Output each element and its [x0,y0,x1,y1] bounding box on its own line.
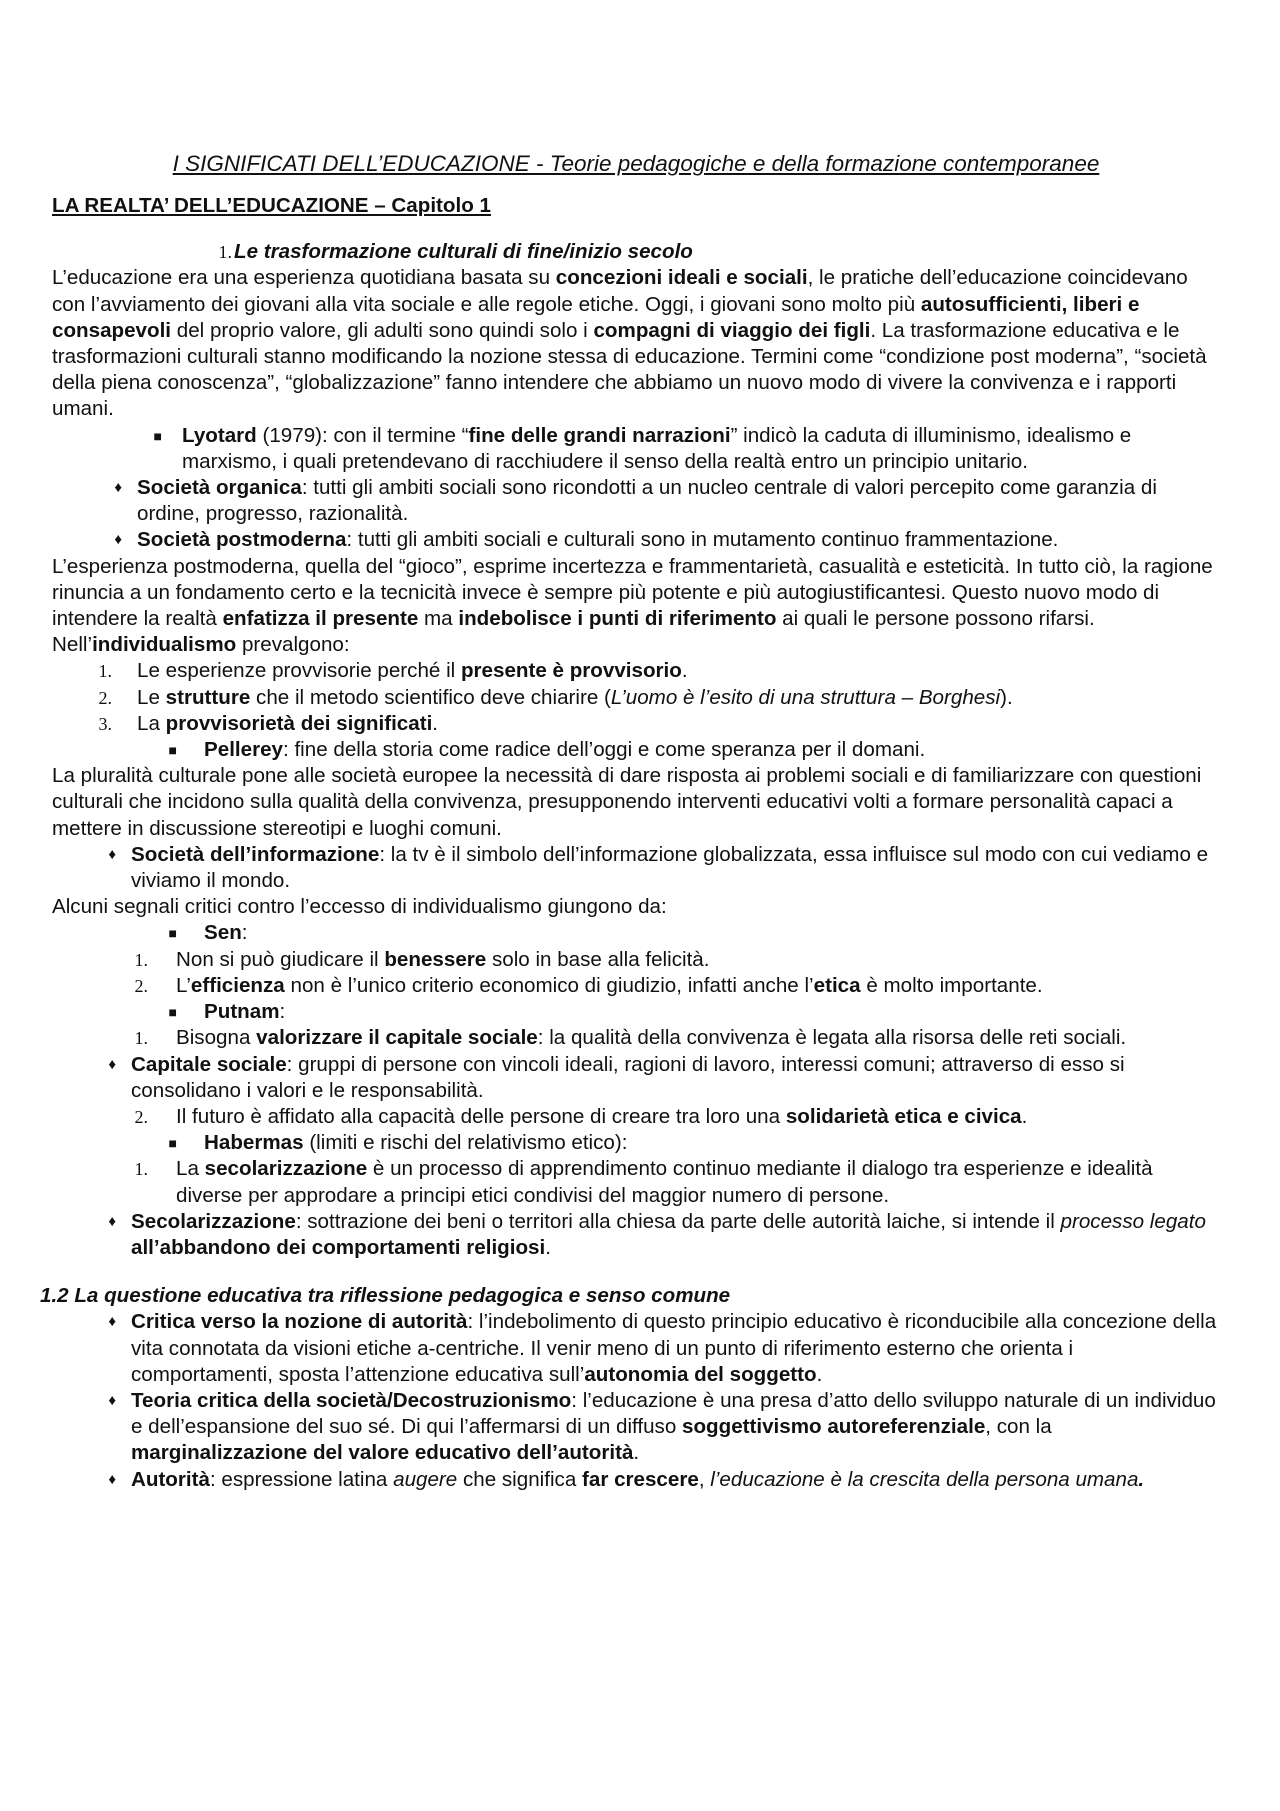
bold-text: presente è provvisorio [460,659,682,683]
text-run: La [137,711,166,735]
section-heading [52,239,1220,265]
bold-text: Habermas [204,1131,304,1155]
bold-text: Critica verso la nozione di autorità [131,1310,468,1334]
section-heading [40,1283,1220,1309]
bold-text: Società organica [137,476,302,500]
text-run: : espressione latina [209,1467,394,1491]
bold-text: autonomia del soggetto [584,1362,817,1386]
list-item-text [204,1131,627,1154]
list-item [52,947,1220,973]
list-number: 2. [98,687,112,708]
text-run: Le [137,685,166,709]
text-run: . [816,1362,823,1386]
text-run: non è l’unico criterio economico di giudizio, infatti anche l’ [284,973,814,997]
list-number: 1. [134,1028,148,1049]
italic-text: augere [393,1467,458,1491]
text-run: : tutti gli ambiti sociali sono ricondotti a un nucleo centrale di valori percepito come garanzia di ordine, progresso, razionalità. [137,476,1157,526]
list-item [52,1209,1220,1261]
list-item [52,1025,1220,1051]
list-item [52,842,1220,894]
square-bullet-icon: ■ [168,1135,177,1152]
text-run: ). [1000,685,1013,709]
text-run: Le esperienze provvisorie perché il [137,659,461,683]
list-item-text [234,240,693,263]
list-item-text [137,659,688,682]
text-run: prevalgono: [236,633,350,657]
italic-text: L’uomo è l’esito di una struttura – Borghesi [610,685,1001,709]
bold-text: Teoria critica della società/Decostruzionismo [131,1388,572,1412]
list-item [52,1309,1220,1388]
diamond-bullet-icon: ♦ [108,1055,116,1073]
text-run: solo in base alla felicità. [486,947,710,971]
text-run: : sottrazione dei beni o territori alla chiesa da parte delle autorità laiche, si intende il [295,1209,1061,1233]
text-run: ai quali le persone possono rifarsi. Nell’ [52,607,1095,657]
text-run: ma [418,607,459,631]
list-number: 1. [134,1159,148,1180]
list-item-text [131,1389,1216,1464]
list-item [52,475,1220,527]
list-item-text [204,738,925,761]
text-run: : gruppi di persone con vincoli ideali, ragioni di lavoro, interessi comuni; attraverso di esso si consolidano i valori e le responsabilità. [131,1052,1125,1102]
list-item [52,1156,1220,1208]
bold-text: indebolisce i punti di riferimento [458,607,777,631]
list-item-text [176,1105,1027,1128]
text-run: . [545,1235,551,1259]
list-item-text [131,1310,1216,1385]
list-item [52,1052,1220,1104]
list-item-text [131,1053,1125,1102]
text-run: . [432,711,439,735]
text-run: La pluralità culturale pone alle società europee la necessità di dare risposta ai problemi sociali e di familiarizzare con questioni culturali che incidono sulla qualità della convivenza, presupponendo interventi educativi volti a formare personalità capaci a mettere in discussione stereotipi e luoghi comuni. [52,764,1202,840]
list-item-text [131,843,1208,892]
list-item [52,658,1220,684]
text-run: : la tv è il simbolo dell’informazione globalizzata, essa influisce sul modo con cui vediamo e viviamo il mondo. [131,842,1209,893]
list-number: 1. [134,949,148,970]
bold-italic-text: . [1138,1467,1145,1491]
list-item [52,1104,1220,1130]
bold-text: Società postmoderna [137,528,347,552]
text-run: : [241,921,248,945]
bold-text: compagni di viaggio dei figli [593,318,871,342]
bold-text: Sen [204,921,242,945]
bold-text: autosufficienti, liberi e consapevoli [52,292,1140,342]
italic-text: l’educazione è la crescita della persona umana [710,1467,1139,1491]
document-body [40,239,1220,1493]
diamond-bullet-icon: ♦ [108,1313,116,1331]
bold-text: Secolarizzazione [131,1209,296,1233]
list-item-text [137,686,1013,709]
bold-text: marginalizzazione del valore educativo dell’autorità [131,1441,634,1465]
bold-text: secolarizzazione [204,1157,368,1181]
bold-text: enfatizza il presente [222,607,419,631]
square-bullet-icon: ■ [168,925,177,942]
bold-text: efficienza [190,973,285,997]
text-run: L’ [176,973,191,997]
list-item [52,685,1220,711]
list-item-text [176,974,1043,997]
list-item [52,999,1220,1025]
paragraph [52,554,1220,659]
text-run: : l’indebolimento di questo principio educativo è riconducibile alla concezione della vita connotata da visioni etiche a-centriche. Il venir meno di un punto di riferimento esterno che orienta i comportamenti, sposta l’attenzione educativa sull’ [131,1310,1217,1386]
list-item-text [176,1026,1126,1049]
text-run: Bisogna [176,1026,257,1050]
bold-text: Lyotard [182,423,257,447]
square-bullet-icon: ■ [168,1004,177,1021]
text-run: La [176,1157,205,1181]
bold-italic-text: Le trasformazione culturali di fine/inizio secolo [234,240,693,264]
text-run: , [698,1467,711,1491]
list-number: 1. [98,661,112,682]
bold-text: Capitale sociale [131,1052,287,1076]
paragraph [52,763,1220,842]
bold-text: Società dell’informazione [131,842,380,866]
bold-text: Pellerey [204,738,284,762]
text-run: (1979): con il termine “ [256,423,469,447]
bold-text: solidarietà etica e civica [785,1104,1022,1128]
text-run: ” indicò la caduta di illuminismo, idealismo e marxismo, i quali pretendevano di racchiudere il senso della realtà entro un principio unitario. [182,423,1132,473]
diamond-bullet-icon: ♦ [108,1212,116,1230]
text-run: : tutti gli ambiti sociali e culturali sono in mutamento continuo frammentazione. [346,528,1059,552]
text-run: : fine della storia come radice dell’oggi e come speranza per il domani. [283,738,926,762]
list-item-text [131,1210,1206,1259]
bold-text: strutture [165,685,251,709]
text-run: del proprio valore, gli adulti sono quindi solo i [171,318,594,342]
list-item [52,973,1220,999]
list-number: 1. [218,242,232,263]
document-title: I SIGNIFICATI DELL’EDUCAZIONE - Teorie pedagogiche e della formazione contemporanee [172,151,1100,176]
text-run: . La trasformazione educativa e le trasformazioni culturali stanno modificando la nozione stessa di educazione. Termini come “condizione post moderna”, “società della piena conoscenza”, “globalizzazione” fanno intendere che abbiamo un nuovo modo di vivere la convivenza e i rapporti umani. [52,318,1207,421]
text-run: che significa [457,1467,583,1491]
italic-text: processo legato [1060,1209,1206,1233]
list-item-text [137,528,1058,551]
list-item [52,920,1220,946]
list-item [52,1467,1220,1493]
text-run: Alcuni segnali critici contro l’eccesso di individualismo giungono da: [52,895,667,919]
text-run: Il futuro è affidato alla capacità delle persone di creare tra loro una [176,1104,786,1128]
text-run: (limiti e rischi del relativismo etico): [303,1131,628,1155]
list-item [52,737,1220,763]
list-item-text [204,921,248,944]
list-item-text [137,712,438,735]
text-run: , le pratiche dell’educazione coincidevano con l’avviamento dei giovani alla vita sociale e alle regole etiche. Oggi, i giovani sono molto più [52,266,1188,316]
square-bullet-icon: ■ [168,742,177,759]
text-run: che il metodo scientifico deve chiarire ( [250,685,611,709]
text-run: è molto importante. [860,973,1043,997]
bold-italic-text: 1.2 La questione educativa tra riflessione pedagogica e senso comune [40,1284,731,1308]
paragraph [52,265,1220,422]
list-item-text [176,948,709,971]
text-run: Non si può giudicare il [176,947,385,971]
bold-text: soggettivismo autoreferenziale [682,1415,986,1439]
list-number: 3. [98,713,112,734]
list-item [52,423,1220,475]
text-run: . [681,659,688,683]
bold-text: individualismo [92,633,237,657]
list-item-text [137,476,1157,525]
diamond-bullet-icon: ♦ [114,479,122,497]
text-run: L’esperienza postmoderna, quella del “gioco”, esprime incertezza e frammentarietà, casualità e esteticità. In tutto ciò, la ragione rinuncia a un fondamento certo e la tecnicità invece è sempre più potente e più autogiustificantesi. Questo nuovo modo di intendere la realtà [52,554,1213,631]
list-number: 2. [134,1106,148,1127]
list-item [52,527,1220,553]
list-item-text [131,1468,1144,1491]
list-item-text [182,424,1131,473]
bold-text: far crescere [582,1467,699,1491]
bold-text: Autorità [131,1467,210,1491]
bold-text: etica [813,973,861,997]
list-item [52,1388,1220,1467]
paragraph [52,894,1220,920]
diamond-bullet-icon: ♦ [108,845,116,863]
bold-text: provvisorietà dei significati [165,711,433,735]
bold-text: valorizzare il capitale sociale [256,1026,538,1050]
bold-text: all’abbandono dei comportamenti religiosi [131,1235,546,1259]
chapter-title: LA REALTA’ DELL’EDUCAZIONE – Capitolo 1 [52,194,491,217]
diamond-bullet-icon: ♦ [108,1470,116,1488]
list-item [52,1130,1220,1156]
diamond-bullet-icon: ♦ [114,531,122,549]
list-item-text [176,1157,1153,1206]
square-bullet-icon: ■ [153,427,162,444]
text-run: L’educazione era una esperienza quotidiana basata su [52,266,556,290]
text-run: : [279,1000,286,1024]
text-run: . [633,1441,640,1465]
list-number: 2. [134,975,148,996]
text-run: . [1021,1104,1028,1128]
text-run: : la qualità della convivenza è legata alla risorsa delle reti sociali. [537,1026,1127,1050]
list-item-text [204,1000,285,1023]
text-run: è un processo di apprendimento continuo mediante il dialogo tra esperienze e idealità diverse per approdare a principi etici condivisi del maggior numero di persone. [176,1157,1153,1207]
bold-text: benessere [384,947,487,971]
bold-text: concezioni ideali e sociali [555,266,808,290]
text-run: , con la [985,1415,1052,1439]
bold-text: Putnam [204,1000,280,1024]
text-run: : l’educazione è una presa d’atto dello sviluppo naturale di un individuo e dell’espansione del suo sé. Di qui l’affermarsi di un diffuso [131,1388,1216,1439]
diamond-bullet-icon: ♦ [108,1391,116,1409]
bold-text: fine delle grandi narrazioni [468,423,731,447]
list-item [52,711,1220,737]
